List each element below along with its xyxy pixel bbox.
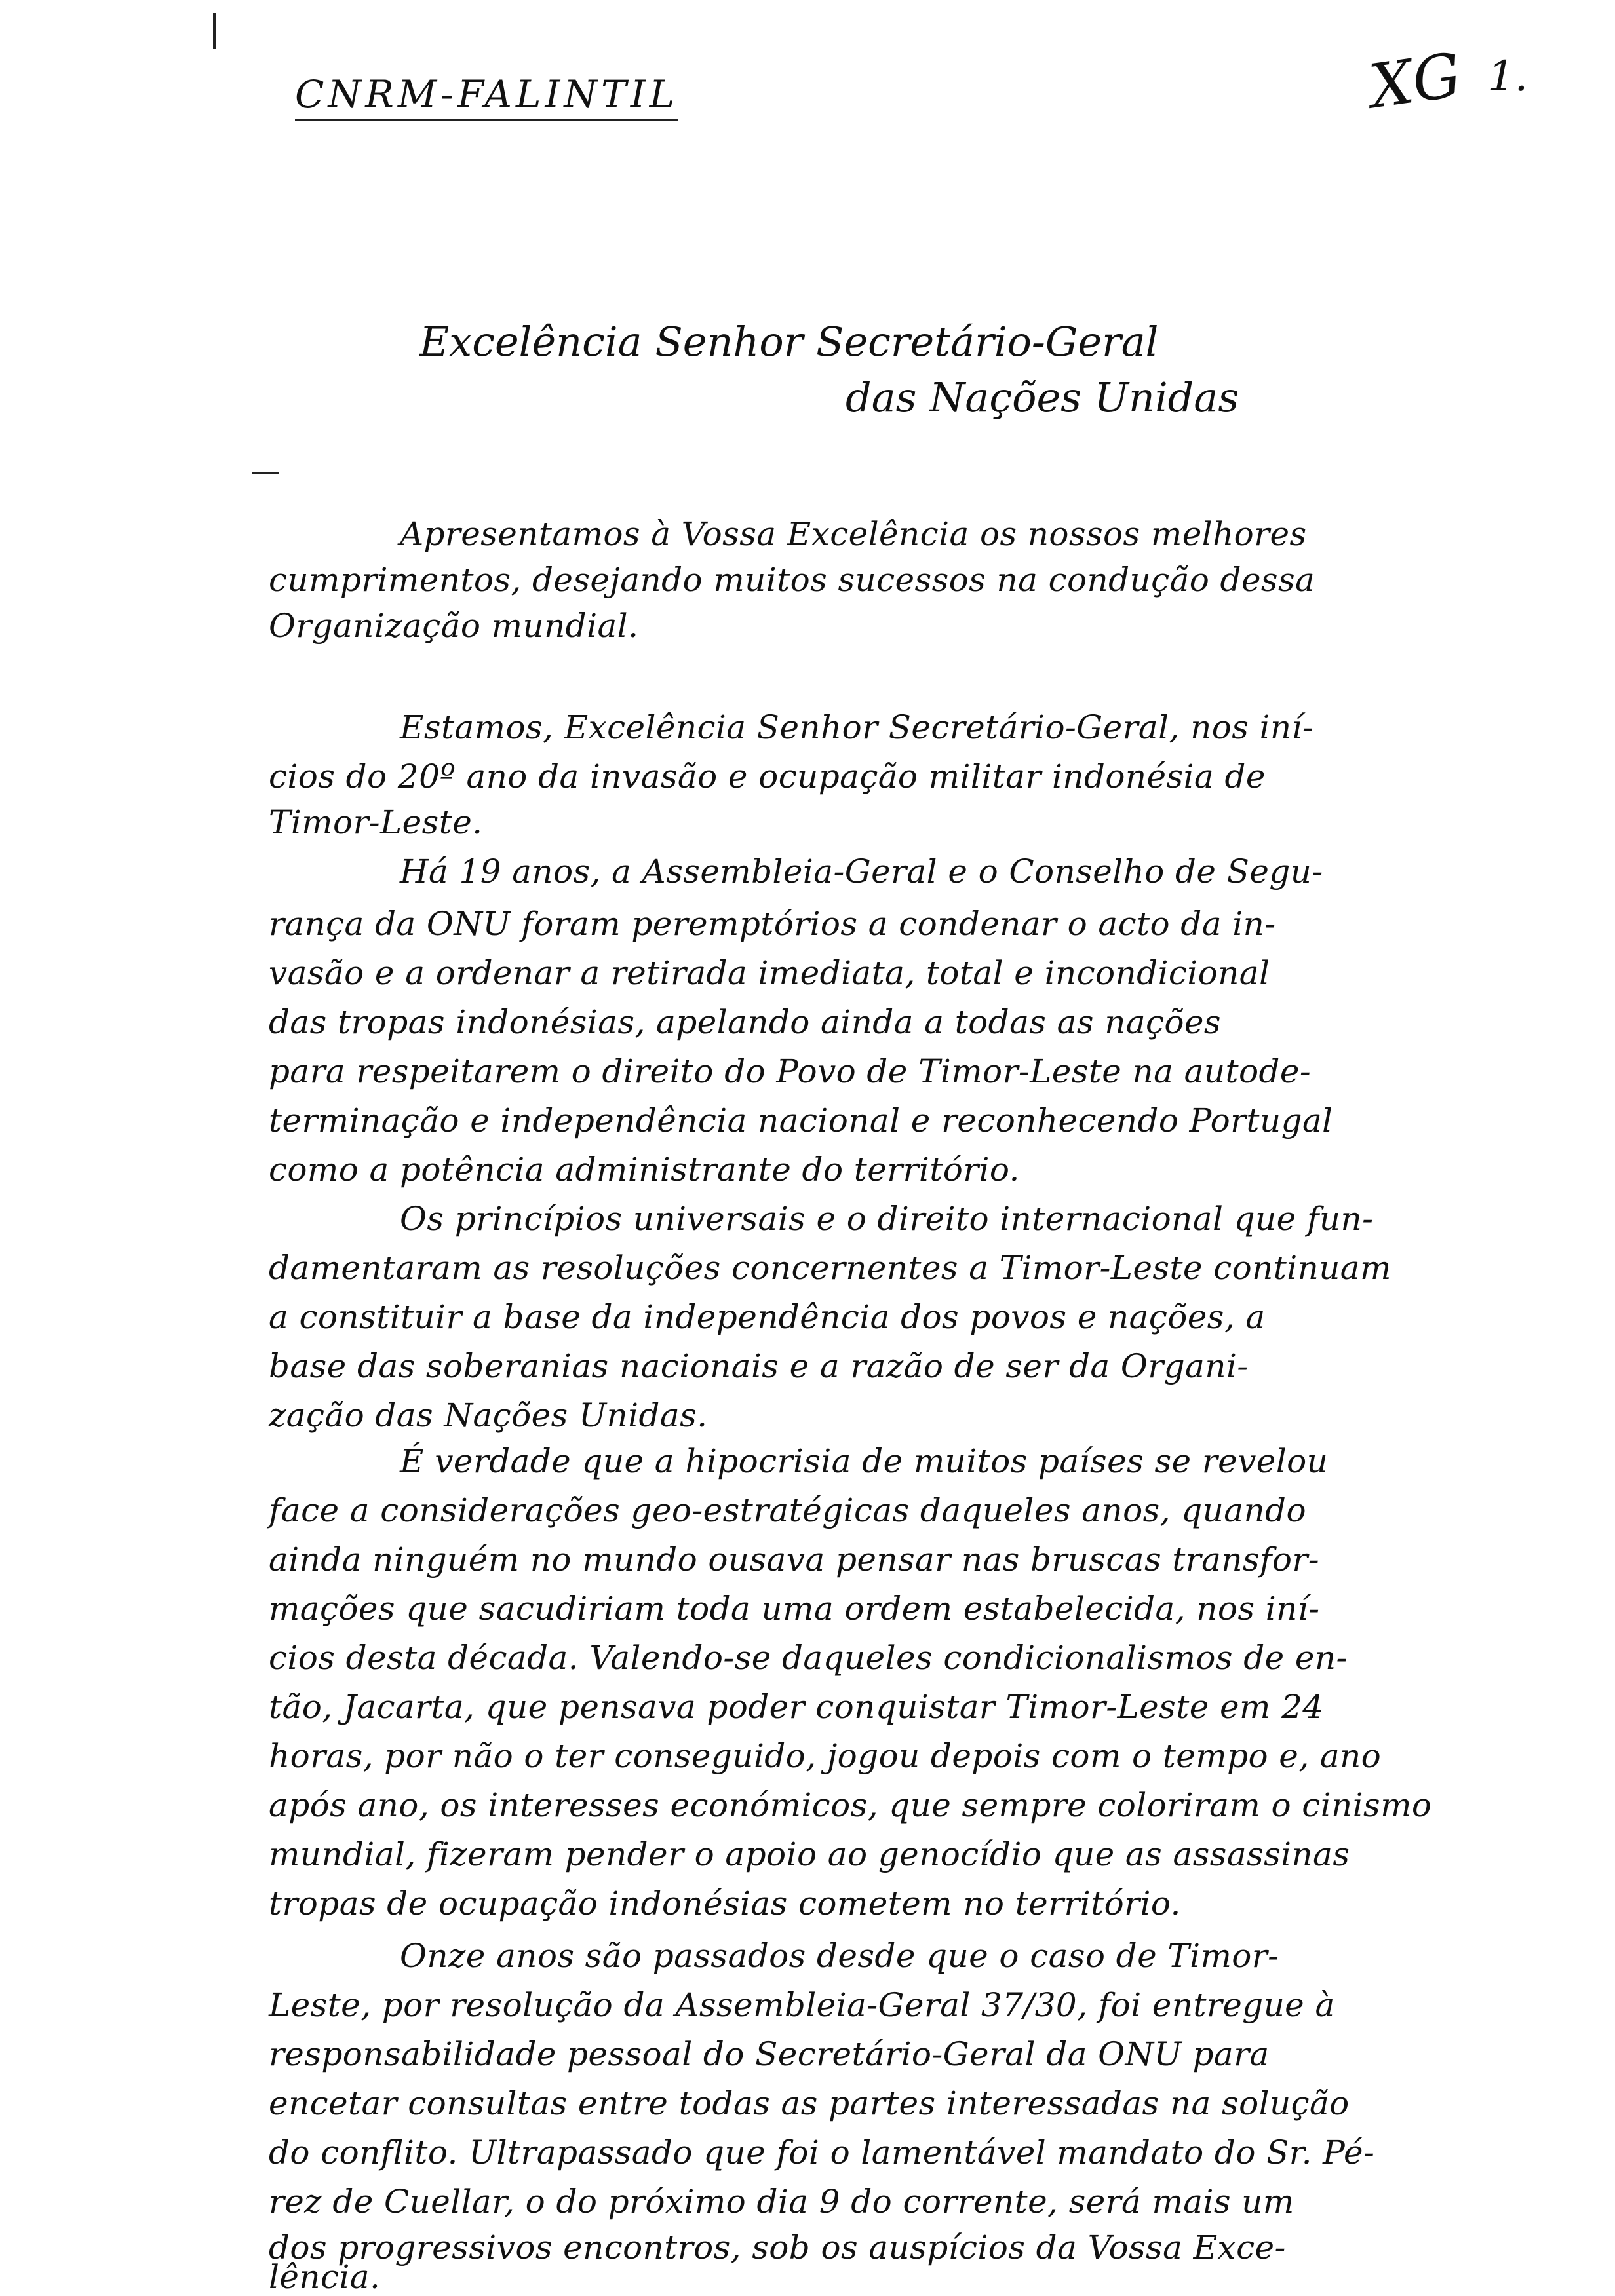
body-line: cios desta década. Valendo-se daqueles condicionalismos de en- <box>269 1639 1348 1677</box>
body-line: após ano, os interesses económicos, que sempre coloriram o cinismo <box>269 1786 1432 1824</box>
body-line: tropas de ocupação indonésias cometem no território. <box>269 1885 1181 1923</box>
body-line: cios do 20º ano da invasão e ocupação militar indonésia de <box>269 757 1266 795</box>
body-line: horas, por não o ter conseguido, jogou depois com o tempo e, ano <box>269 1737 1382 1775</box>
body-line: Onze anos são passados desde que o caso de Timor- <box>400 1937 1279 1975</box>
body-line: É verdade que a hipocrisia de muitos países se revelou <box>400 1442 1329 1480</box>
body-line: rança da ONU foram peremptórios a condenar o acto da in- <box>269 905 1276 943</box>
organization-header: CNRM-FALINTIL <box>295 72 678 121</box>
body-line: Timor-Leste. <box>269 803 483 841</box>
body-line: responsabilidade pessoal do Secretário-Geral da ONU para <box>269 2035 1270 2073</box>
body-line: Leste, por resolução da Assembleia-Geral 37/30, foi entregue à <box>269 1986 1335 2024</box>
body-line: mundial, fizeram pender o apoio ao genocídio que as assassinas <box>269 1835 1350 1873</box>
handwritten-initials: XG <box>1365 39 1466 123</box>
body-line: dos progressivos encontros, sob os auspícios da Vossa Exce- <box>269 2229 1286 2267</box>
body-line: do conflito. Ultrapassado que foi o lamentável mandato do Sr. Pé- <box>269 2133 1375 2172</box>
body-line: Organização mundial. <box>269 607 639 645</box>
body-line: a constituir a base da independência dos povos e nações, a <box>269 1298 1266 1336</box>
body-line: lência. <box>269 2258 381 2296</box>
body-line: cumprimentos, desejando muitos sucessos na condução dessa <box>269 561 1315 599</box>
margin-dash <box>252 472 279 474</box>
margin-tick-top <box>213 13 216 49</box>
body-line: para respeitarem o direito do Povo de Timor-Leste na autode- <box>269 1052 1312 1090</box>
body-line: base das soberanias nacionais e a razão de ser da Organi- <box>269 1347 1249 1385</box>
body-line: damentaram as resoluções concernentes a Timor-Leste continuam <box>269 1249 1391 1287</box>
body-line: vasão e a ordenar a retirada imediata, total e incondicional <box>269 954 1270 992</box>
body-line: Os princípios universais e o direito internacional que fun- <box>400 1200 1374 1238</box>
body-line: tão, Jacarta, que pensava poder conquistar Timor-Leste em 24 <box>269 1688 1324 1726</box>
body-line: Apresentamos à Vossa Excelência os nossos melhores <box>400 515 1307 553</box>
body-line: das tropas indonésias, apelando ainda a todas as nações <box>269 1003 1221 1041</box>
page-number: 1. <box>1488 52 1528 101</box>
body-line: ainda ninguém no mundo ousava pensar nas bruscas transfor- <box>269 1540 1319 1578</box>
body-line: como a potência administrante do território. <box>269 1151 1020 1189</box>
body-line: zação das Nações Unidas. <box>269 1396 708 1434</box>
body-line: Estamos, Excelência Senhor Secretário-Geral, nos iní- <box>400 708 1314 746</box>
body-line: terminação e independência nacional e reconhecendo Portugal <box>269 1101 1333 1139</box>
salutation-line-1: Excelência Senhor Secretário-Geral <box>419 318 1159 366</box>
body-line: rez de Cuellar, o do próximo dia 9 do corrente, será mais um <box>269 2183 1294 2221</box>
body-line: face a considerações geo-estratégicas daqueles anos, quando <box>269 1491 1306 1529</box>
body-line: mações que sacudiriam toda uma ordem estabelecida, nos iní- <box>269 1590 1320 1628</box>
body-line: encetar consultas entre todas as partes interessadas na solução <box>269 2084 1350 2122</box>
body-line: Há 19 anos, a Assembleia-Geral e o Conselho de Segu- <box>400 852 1323 890</box>
salutation-line-2: das Nações Unidas <box>846 373 1239 421</box>
